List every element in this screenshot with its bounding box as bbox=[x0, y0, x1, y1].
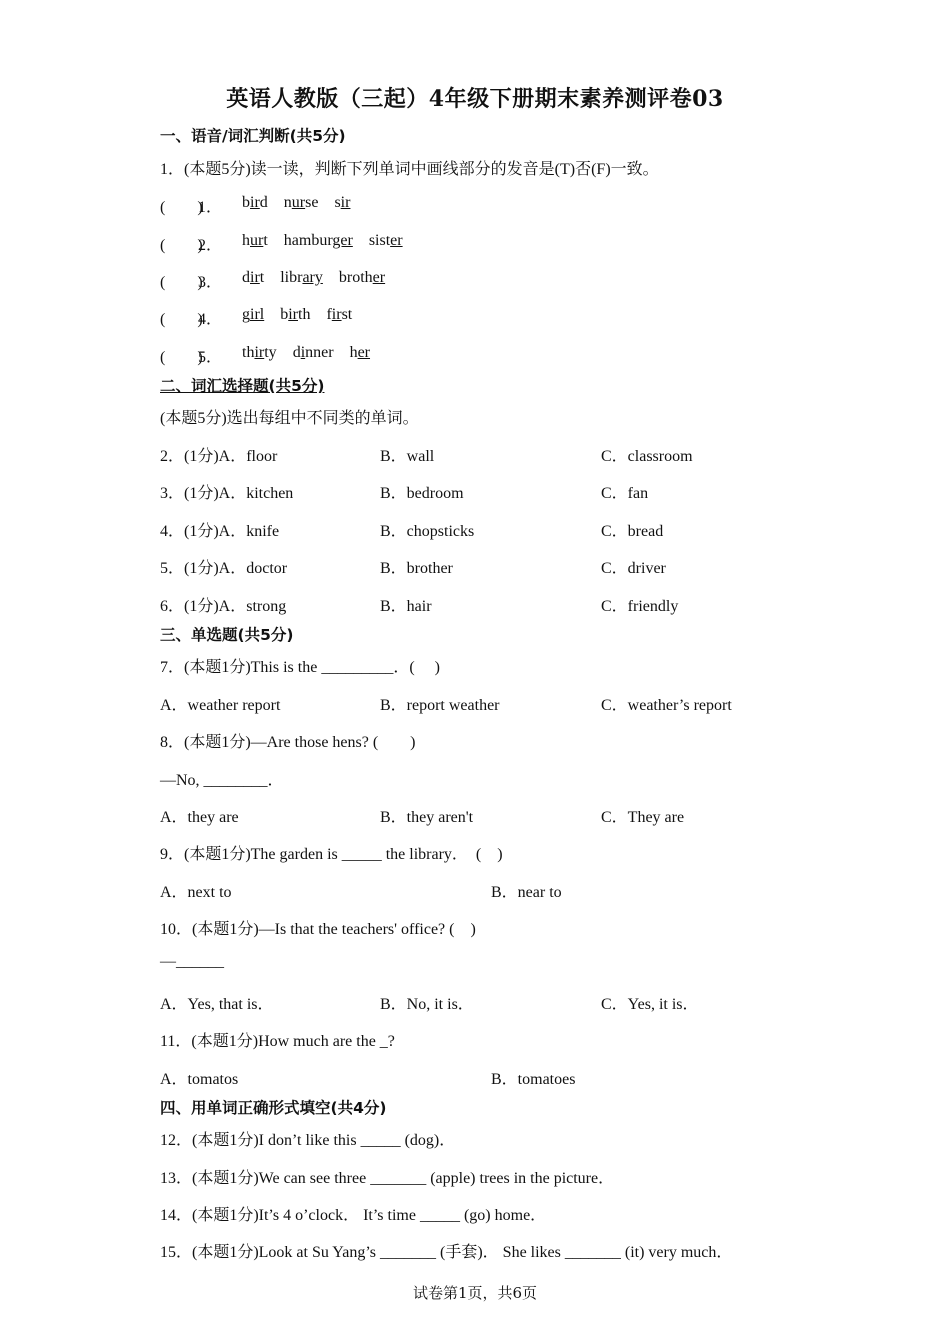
q9-option-a: A．next to bbox=[160, 884, 232, 901]
underlined-letters: ur bbox=[250, 232, 264, 249]
underlined-letters: ir bbox=[340, 194, 351, 211]
q1-word: her bbox=[349, 344, 371, 361]
section-2-stem: (本题5分)选出每组中不同类的单词。 bbox=[160, 410, 419, 427]
q1-item-number: 1． bbox=[198, 199, 223, 216]
q10-stem: 10．(本题1分)—Is that the teachers' office? ( ) bbox=[160, 921, 476, 938]
q9-stem: 9．(本题1分)The garden is _____ the library． ( ) bbox=[160, 846, 503, 863]
vocab-option-b: B．wall bbox=[380, 448, 435, 465]
answer-paren[interactable]: ( ) bbox=[160, 199, 203, 216]
vocab-option-c: C．driver bbox=[601, 560, 666, 577]
q1-item-words bbox=[242, 306, 368, 324]
q7-option-c: C．weather’s report bbox=[601, 697, 732, 714]
answer-paren[interactable]: ( ) bbox=[160, 274, 203, 291]
underlined-letters: ir bbox=[250, 269, 260, 286]
section-3-heading: 三、单选题(共5分) bbox=[160, 626, 294, 644]
q10-answer-line: —______ bbox=[160, 953, 224, 970]
q1-word: dirt bbox=[242, 269, 265, 286]
vocab-option-b: B．bedroom bbox=[380, 485, 464, 502]
q10-option-c: C．Yes, it is． bbox=[601, 996, 699, 1013]
q10-option-a: A．Yes, that is． bbox=[160, 996, 274, 1013]
q1-word: birth bbox=[280, 306, 311, 323]
vocab-question-option-a: 4．(1分)A．knife bbox=[160, 523, 280, 540]
q8-option-b: B．they aren't bbox=[380, 809, 474, 826]
underlined-letters: ir bbox=[254, 344, 265, 361]
vocab-question-option-a: 3．(1分)A．kitchen bbox=[160, 485, 294, 502]
answer-paren[interactable]: ( ) bbox=[160, 311, 203, 328]
underlined-letters: ir bbox=[288, 306, 298, 323]
q1-word: bird bbox=[242, 194, 268, 211]
vocab-option-b: B．brother bbox=[380, 560, 453, 577]
underlined-letters: ir bbox=[250, 194, 260, 211]
underlined-letters: irl bbox=[250, 306, 265, 323]
q7-option-a: A．weather report bbox=[160, 697, 281, 714]
q1-item-number: 2． bbox=[198, 237, 223, 254]
q1-item-words bbox=[242, 269, 401, 287]
answer-paren[interactable]: ( ) bbox=[160, 237, 203, 254]
q13-stem: 13．(本题1分)We can see three _______ (apple) trees in the picture． bbox=[160, 1170, 615, 1187]
q1-word: brother bbox=[338, 269, 386, 286]
q14-stem: 14．(本题1分)It’s 4 o’clock． It’s time _____ (go) home． bbox=[160, 1207, 547, 1224]
vocab-option-c: C．friendly bbox=[601, 598, 679, 615]
vocab-question-option-a: 5．(1分)A．doctor bbox=[160, 560, 288, 577]
underlined-letters: ur bbox=[291, 194, 306, 211]
q11-stem: 11．(本题1分)How much are the _? bbox=[160, 1033, 395, 1050]
section-1-heading: 一、语音/词汇判断(共5分) bbox=[160, 127, 346, 145]
vocab-question-option-a: 2．(1分)A．floor bbox=[160, 448, 278, 465]
q1-item-number: 5． bbox=[198, 349, 223, 366]
q11-option-a: A．tomatos bbox=[160, 1071, 239, 1088]
q12-stem: 12．(本题1分)I don’t like this _____ (dog)． bbox=[160, 1132, 456, 1149]
underlined-letters: er bbox=[390, 232, 403, 249]
q9-option-b: B．near to bbox=[491, 884, 562, 901]
q1-item-number: 4． bbox=[198, 311, 223, 328]
vocab-option-c: C．classroom bbox=[601, 448, 693, 465]
q1-word: sister bbox=[368, 232, 403, 249]
underlined-letters: er bbox=[357, 344, 371, 361]
page-title: 英语人教版（三起）4年级下册期末素养测评卷03 bbox=[226, 86, 724, 112]
q1-word: hurt bbox=[242, 232, 268, 249]
vocab-option-b: B．hair bbox=[380, 598, 432, 615]
section-4-heading: 四、用单词正确形式填空(共4分) bbox=[160, 1099, 387, 1117]
underlined-letters: ir bbox=[331, 306, 342, 323]
vocab-option-c: C．bread bbox=[601, 523, 664, 540]
q10-option-b: B．No, it is． bbox=[380, 996, 474, 1013]
underlined-letters: er bbox=[372, 269, 386, 286]
q8-option-c: C．They are bbox=[601, 809, 685, 826]
underlined-letters: i bbox=[300, 344, 306, 361]
section-2-heading: 二、词汇选择题(共5分) bbox=[160, 377, 325, 395]
q1-item-words bbox=[242, 232, 419, 250]
q8-option-a: A．they are bbox=[160, 809, 239, 826]
q7-option-b: B．report weather bbox=[380, 697, 500, 714]
q1-word: girl bbox=[242, 306, 265, 323]
q1-word: library bbox=[280, 269, 323, 286]
q1-item-words bbox=[242, 194, 366, 212]
vocab-option-b: B．chopsticks bbox=[380, 523, 475, 540]
q8-answer-line: —No, ________． bbox=[160, 772, 284, 789]
q1-stem: 1．(本题5分)读一读，判断下列单词中画线部分的发音是(T)否(F)一致。 bbox=[160, 161, 659, 178]
q1-item-words bbox=[242, 344, 386, 362]
q1-word: hamburger bbox=[283, 232, 353, 249]
vocab-question-option-a: 6．(1分)A．strong bbox=[160, 598, 287, 615]
q1-word: dinner bbox=[292, 344, 334, 361]
q15-stem: 15．(本题1分)Look at Su Yang’s _______ (手套)． She likes _______ (it) very much． bbox=[160, 1244, 733, 1261]
q11-option-b: B．tomatoes bbox=[491, 1071, 576, 1088]
q7-stem: 7．(本题1分)This is the _________．( ) bbox=[160, 659, 440, 676]
q8-stem: 8．(本题1分)—Are those hens? ( ) bbox=[160, 734, 416, 751]
q1-item-number: 3． bbox=[198, 274, 223, 291]
page-footer: 试卷第1页，共6页 bbox=[412, 1284, 538, 1302]
vocab-option-c: C．fan bbox=[601, 485, 649, 502]
q1-word: sir bbox=[334, 194, 351, 211]
underlined-letters: ger bbox=[332, 232, 353, 249]
q1-word: nurse bbox=[283, 194, 319, 211]
q1-word: first bbox=[326, 306, 353, 323]
answer-paren[interactable]: ( ) bbox=[160, 349, 203, 366]
underlined-letters: ary bbox=[302, 269, 323, 286]
q1-word: thirty bbox=[242, 344, 277, 361]
